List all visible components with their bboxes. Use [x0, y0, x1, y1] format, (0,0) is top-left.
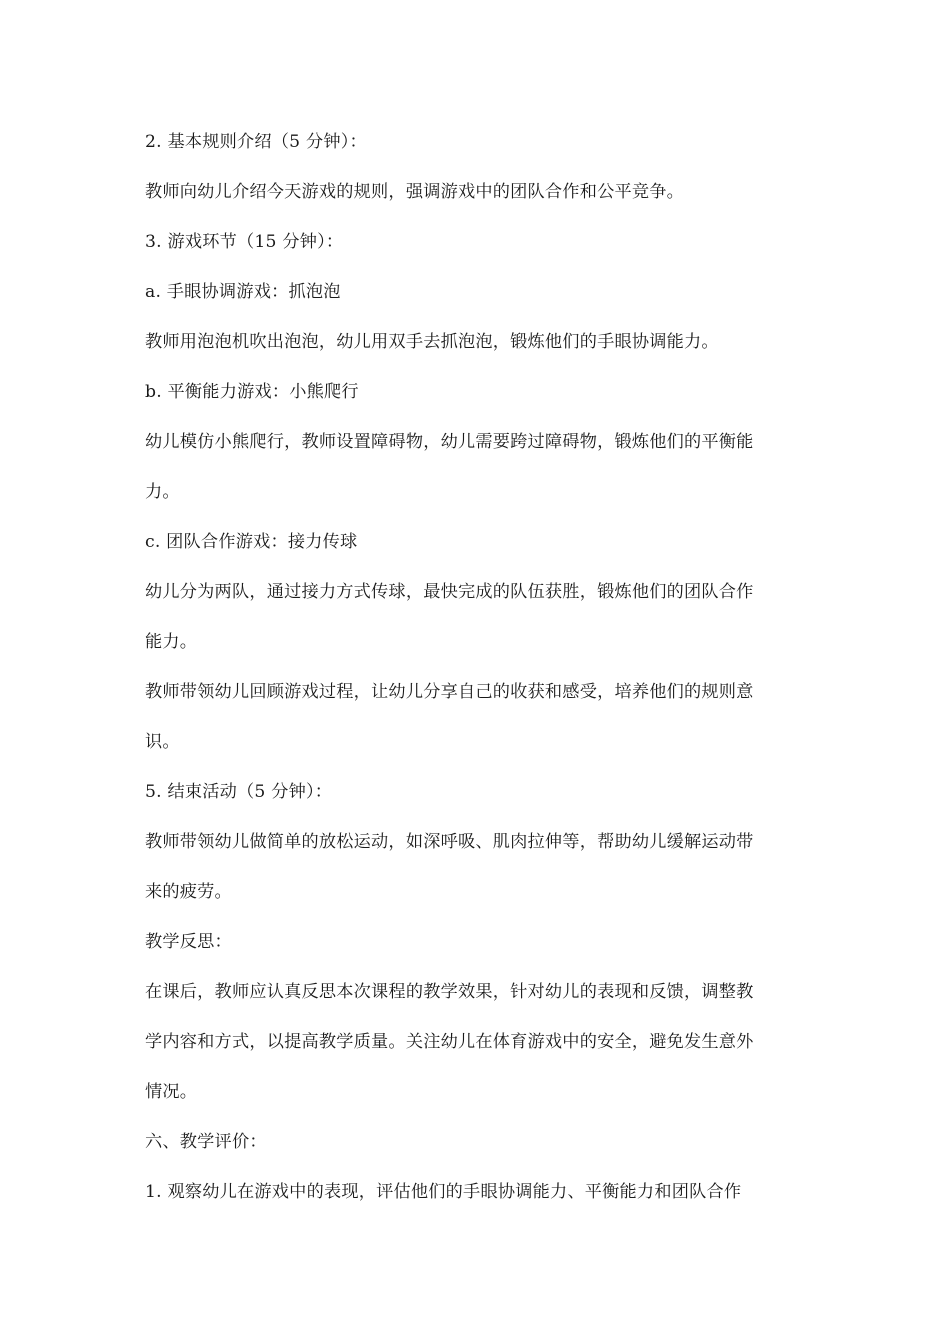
paragraph-team-game-line-1: 幼儿分为两队，通过接力方式传球，最快完成的队伍获胜，锻炼他们的团队合作 [145, 582, 754, 602]
paragraph-review-line-1: 教师带领幼儿回顾游戏过程，让幼儿分享自己的收获和感受，培养他们的规则意 [145, 682, 754, 702]
paragraph-review-line-2: 识。 [145, 732, 180, 752]
section-heading-evaluation: 六、教学评价： [145, 1132, 267, 1152]
document-body [145, 117, 810, 1217]
section-heading-basic-rules: 2. 基本规则介绍（5 分钟）： [145, 132, 367, 152]
paragraph-evaluation-line-1: 1. 观察幼儿在游戏中的表现，评估他们的手眼协调能力、平衡能力和团队合作 [145, 1182, 742, 1202]
paragraph-hand-eye-game: 教师用泡泡机吹出泡泡，幼儿用双手去抓泡泡，锻炼他们的手眼协调能力。 [145, 332, 719, 352]
section-heading-reflection: 教学反思： [145, 932, 232, 952]
paragraph-reflection-line-3: 情况。 [145, 1082, 198, 1102]
paragraph-ending-line-2: 来的疲劳。 [145, 882, 232, 902]
subheading-hand-eye-game: a. 手眼协调游戏：抓泡泡 [145, 282, 341, 302]
paragraph-ending-line-1: 教师带领幼儿做简单的放松运动，如深呼吸、肌肉拉伸等，帮助幼儿缓解运动带 [145, 832, 754, 852]
subheading-team-game: c. 团队合作游戏：接力传球 [145, 532, 358, 552]
paragraph-balance-game-line-2: 力。 [145, 482, 180, 502]
paragraph-reflection-line-2: 学内容和方式，以提高教学质量。关注幼儿在体育游戏中的安全，避免发生意外 [145, 1032, 754, 1052]
paragraph-rules-intro: 教师向幼儿介绍今天游戏的规则，强调游戏中的团队合作和公平竞争。 [145, 182, 685, 202]
section-heading-game: 3. 游戏环节（15 分钟）： [145, 232, 344, 252]
paragraph-team-game-line-2: 能力。 [145, 632, 198, 652]
paragraph-balance-game-line-1: 幼儿模仿小熊爬行，教师设置障碍物，幼儿需要跨过障碍物，锻炼他们的平衡能 [145, 432, 754, 452]
subheading-balance-game: b. 平衡能力游戏：小熊爬行 [145, 382, 359, 402]
paragraph-reflection-line-1: 在课后，教师应认真反思本次课程的教学效果，针对幼儿的表现和反馈，调整教 [145, 982, 754, 1002]
section-heading-ending: 5. 结束活动（5 分钟）： [145, 782, 333, 802]
